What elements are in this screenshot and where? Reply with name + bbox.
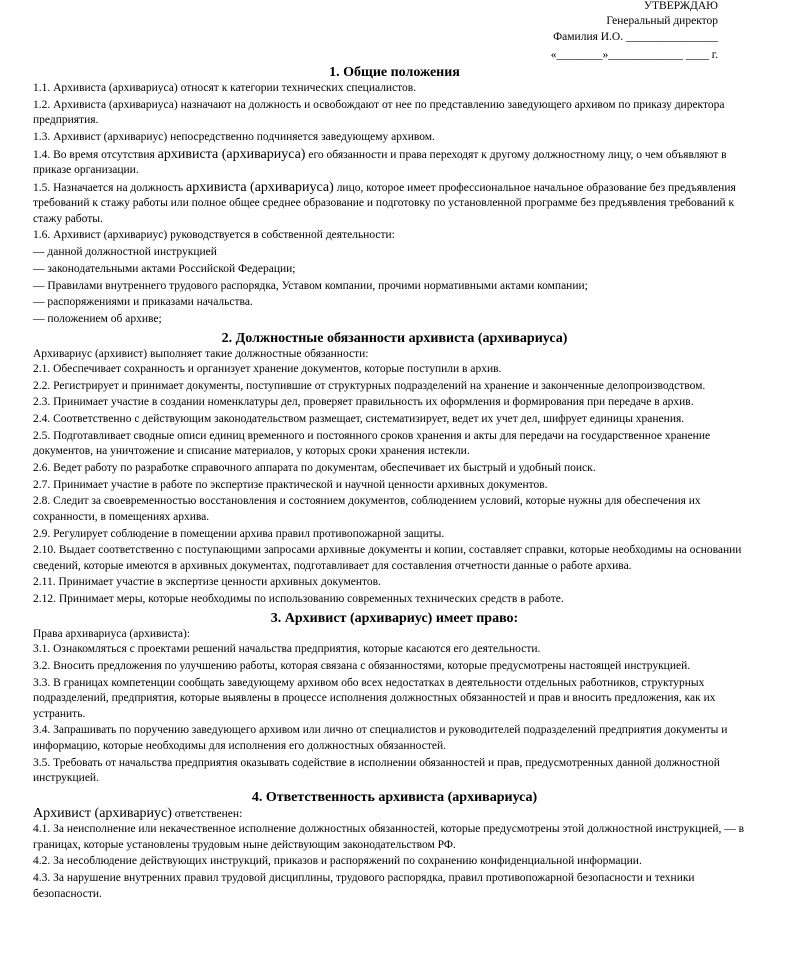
- clause: 2.11. Принимает участие в экспертизе ценности архивных документов.: [33, 576, 381, 589]
- approval-position: Генеральный директор: [606, 15, 718, 27]
- clause: 4.1. За неисполнение или некачественное исполнение должностных обязанностей, которые предусмотрены этой должностной инструкцией, — в границах, которые установлены трудовым ныне действующим законодательством РФ.: [33, 823, 745, 851]
- section-intro: Архивариус (архивист) выполняет такие должностные обязанности:: [33, 347, 369, 360]
- section-intro: Архивист (архивариус) ответственен:: [33, 805, 243, 821]
- clause: 3.3. В границах компетенции сообщать заведующему архивом обо всех недостатках в деятельности отдельных работников, структурных подразделений, предприятия, которые выявлены в процессе исполнения должностных обязанностей и прав и вносить предложения, как их устранить.: [33, 676, 716, 720]
- clause: 1.1. Архивиста (архивариуса) относят к категории технических специалистов.: [33, 82, 417, 94]
- clause: 2.6. Ведет работу по разработке справочного аппарата по документам, обеспечивает их быстрый и удобный поиск.: [33, 462, 596, 474]
- emphasized-term: архивиста (архивариуса): [186, 179, 334, 195]
- clause: 3.2. Вносить предложения по улучшению работы, которая связана с обязанностями, которые предусмотрены настоящей инструкцией.: [33, 660, 691, 672]
- clause: — положением об архиве;: [33, 312, 162, 325]
- section-heading: 3. Архивист (архивариус) имеет право:: [270, 610, 519, 626]
- clause: 2.5. Подготавливает сводные описи единиц временного и постоянного сроков хранения и акты для передачи на государственное хранение документов, на уничтожение и списание материалов, у которых сроки хранения истекли.: [33, 429, 711, 458]
- clause: — Правилами внутреннего трудового распорядка, Уставом компании, прочими нормативными актами компании;: [33, 279, 588, 292]
- clause: 3.1. Ознакомляться с проектами решений начальства предприятия, которые касаются его деятельности.: [33, 643, 541, 656]
- clause: 1.4. Во время отсутствия архивиста (архивариуса) его обязанности и права переходят к другому должностному лицу, о чем объявляют в приказе организации.: [33, 146, 727, 177]
- clause: 2.8. Следит за своевременностью восстановления и состоянием документов, соблюдением условий, которые нужны для обеспечения их сохранности, в помещениях архива.: [33, 495, 701, 523]
- document-body: [33, 63, 756, 902]
- clause: 2.1. Обеспечивает сохранность и организует хранение документов, которые поступили в архив.: [33, 363, 502, 376]
- clause: 4.3. За нарушение внутренних правил трудовой дисциплины, трудового распорядка, правил противопожарной безопасности и техники безопасности.: [33, 872, 695, 900]
- clause: 2.2. Регистрирует и принимает документы, поступившие от структурных подразделений на хранение и законченные делопроизводством.: [33, 379, 706, 392]
- clause: 1.6. Архивист (архивариус) руководствуется в собственной деятельности:: [33, 229, 395, 242]
- clause: 3.5. Требовать от начальства предприятия оказывать содействие в исполнении обязанностей и прав, предусмотренных данной должностной инструкцией.: [33, 756, 720, 785]
- section-heading: 2. Должностные обязанности архивиста (архивариуса): [221, 330, 568, 346]
- approval-block: [33, 0, 756, 63]
- clause: 2.9. Регулирует соблюдение в помещении архива правил противопожарной защиты.: [33, 527, 445, 540]
- clause: 2.7. Принимает участие в работе по экспертизе практической и научной ценности архивных документов.: [33, 478, 548, 491]
- clause: 2.4. Соответственно с действующим законодательством размещает, систематизирует, ведет их учет дел, шифрует единицы хранения.: [33, 413, 685, 426]
- emphasized-term: Архивист (архивариус): [33, 805, 172, 821]
- clause: 2.3. Принимает участие в создании номенклатуры дел, проверяет правильность их оформления и формирования при передаче в архив.: [33, 396, 694, 409]
- clause: 4.2. За несоблюдение действующих инструкций, приказов и распоряжений по сохранению конфиденциальной информации.: [33, 855, 642, 868]
- approval-title: УТВЕРЖДАЮ: [643, 0, 718, 12]
- clause: — распоряжениями и приказами начальства.: [33, 296, 253, 309]
- emphasized-term: архивиста (архивариуса): [157, 146, 306, 162]
- section-heading: 4. Ответственность архивиста (архивариуса): [251, 789, 538, 805]
- section-heading: 1. Общие положения: [329, 65, 460, 80]
- clause: 2.10. Выдает соответственно с поступающими запросами архивные документы и копии, составляет справки, которые необходимы на основании сведений, которые имеются в архивных документах, подготавливает для составления отчетности данные о работе архива.: [33, 544, 742, 572]
- clause: — данной должностной инструкцией: [33, 246, 217, 259]
- clause: 3.4. Запрашивать по поручению заведующего архивом или лично от специалистов и руководителей подразделений предприятия документы и информацию, которые необходимы для исполнения его должностных обязанностей.: [33, 724, 728, 752]
- clause: 1.2. Архивиста (архивариуса) назначают на должность и освобождают от нее по представлению заведующего архивом по приказу директора предприятия.: [33, 98, 725, 127]
- clause: 2.12. Принимает меры, которые необходимы по использованию современных технических средств в работе.: [33, 593, 564, 606]
- approval-name-line: Фамилия И.О. ________________: [553, 31, 718, 43]
- clause: 1.5. Назначается на должность архивиста (архивариуса) лицо, которое имеет профессиональное начальное образование без предъявления требований к стажу работы или полное общее среднее образование и подготовку по установленной программе без предъявления требований к стажу работы.: [33, 179, 736, 225]
- section-intro: Права архивариуса (архивиста):: [33, 627, 191, 640]
- clause: — законодательными актами Российской Федерации;: [33, 262, 296, 275]
- approval-date-line: «________»_____________ ____ г.: [550, 49, 718, 61]
- clause: 1.3. Архивист (архивариус) непосредственно подчиняется заведующему архивом.: [33, 130, 435, 143]
